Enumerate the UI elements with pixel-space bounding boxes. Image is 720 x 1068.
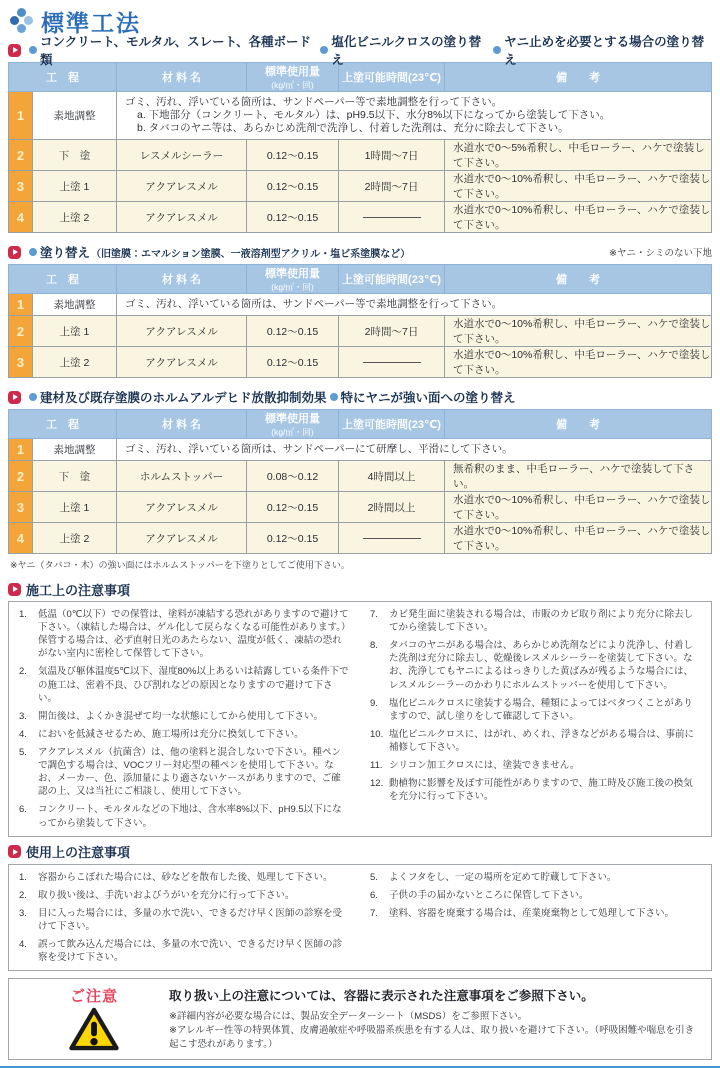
recoat-time-cell bbox=[339, 523, 445, 554]
process-cell: 上塗 1 bbox=[33, 171, 117, 202]
row-number: 1 bbox=[9, 294, 33, 316]
recoat-time-cell: 2時間以上 bbox=[339, 492, 445, 523]
table-footnote: ※ヤニ（タバコ・木）の強い面にはホルムストッパーを下塗りとしてご使用下さい。 bbox=[10, 560, 350, 570]
col-recoat: 上塗可能時間(23℃) bbox=[339, 63, 445, 92]
play-icon bbox=[8, 246, 21, 259]
row-number: 2 bbox=[9, 316, 33, 347]
material-cell: アクアレスメル bbox=[117, 171, 247, 202]
note-number: 12. bbox=[370, 778, 384, 790]
note-item bbox=[19, 665, 350, 704]
note-text: シリコン加工クロスには、塗装できません。 bbox=[389, 760, 580, 772]
play-icon bbox=[8, 44, 21, 57]
section-title-part: 建材及び既存塗膜のホルムアルデヒド放散抑制効果 bbox=[40, 391, 327, 405]
material-cell: アクアレスメル bbox=[117, 347, 247, 378]
process-cell: 上塗 1 bbox=[33, 316, 117, 347]
dash-line bbox=[363, 362, 421, 363]
note-text: 子供の手の届かないところに保管して下さい。 bbox=[389, 889, 589, 901]
usage-cell: 0.12～0.15 bbox=[247, 492, 339, 523]
material-cell: アクアレスメル bbox=[117, 492, 247, 523]
process-cell: 上塗 2 bbox=[33, 202, 117, 233]
row-number: 4 bbox=[9, 202, 33, 233]
notes-right-column bbox=[370, 608, 701, 830]
section-side-note: ※ヤニ・シミのない下地 bbox=[609, 248, 712, 259]
notes-left-column bbox=[19, 871, 350, 965]
note-item bbox=[370, 639, 701, 691]
dash-line bbox=[363, 217, 421, 218]
col-usage: 標準使用量 (kg/㎡・回) bbox=[247, 410, 339, 439]
usage-cell: 0.12～0.15 bbox=[247, 202, 339, 233]
usage-cell: 0.12～0.15 bbox=[247, 523, 339, 554]
col-usage: 標準使用量 (kg/㎡・回) bbox=[247, 265, 339, 294]
caution-left bbox=[19, 985, 169, 1051]
bottom-rule bbox=[0, 1066, 720, 1068]
material-cell: アクアレスメル bbox=[117, 316, 247, 347]
note-text: カビ発生面に塗装される場合は、市販のカビ取り剤により充分に除去してから塗装して下さい。 bbox=[389, 609, 694, 634]
note-item bbox=[19, 608, 350, 660]
note-item bbox=[19, 803, 350, 829]
note-item bbox=[19, 728, 350, 741]
caution-main-text: 取り扱い上の注意については、容器に表示された注意事項をご参照下さい。 bbox=[169, 989, 594, 1004]
note-text: 動植物に影響を及ぼす可能性がありますので、施工時及び施工後の換気を充分に行って下さい。 bbox=[389, 778, 693, 803]
table-row bbox=[9, 461, 712, 492]
caution-note: ※詳細内容が必要な場合には、製品安全データーシート（MSDS）をご参照下さい。 bbox=[169, 1011, 528, 1023]
table-row bbox=[9, 171, 712, 202]
caution-box bbox=[8, 978, 712, 1059]
section-title-part: ヤニ止めを必要とする場合の塗り替え bbox=[504, 35, 705, 67]
note-number: 6. bbox=[19, 804, 27, 816]
usage-cell: 0.12～0.15 bbox=[247, 347, 339, 378]
note-item bbox=[370, 759, 701, 772]
section-header-1 bbox=[8, 35, 712, 67]
note-number: 4. bbox=[19, 728, 27, 740]
bullet-icon bbox=[493, 46, 501, 54]
row-number: 1 bbox=[9, 92, 33, 140]
section-title-part: 特にヤニが強い面への塗り替え bbox=[340, 391, 516, 405]
table-row bbox=[9, 523, 712, 554]
section-title-part: 塩化ビニルクロスの塗り替え bbox=[331, 35, 482, 67]
col-remarks: 備 考 bbox=[445, 265, 712, 294]
section-title-main: 塗り替え bbox=[40, 246, 91, 260]
process-cell: 下 塗 bbox=[33, 461, 117, 492]
row-number: 2 bbox=[9, 461, 33, 492]
note-number: 5. bbox=[370, 871, 378, 883]
process-cell: 素地調整 bbox=[33, 294, 117, 316]
row-number: 2 bbox=[9, 140, 33, 171]
note-text: においを低減させるため、施工場所は充分に換気して下さい。 bbox=[38, 728, 304, 740]
table-header bbox=[9, 265, 712, 294]
col-usage: 標準使用量 (kg/㎡・回) bbox=[247, 63, 339, 92]
note-item bbox=[370, 777, 701, 803]
section-title-part: コンクリート、モルタル、スレート、各種ボード類 bbox=[40, 35, 312, 67]
caution-note: ※アレルギー性等の特異体質、皮膚過敏症や呼吸器系疾患を有する人は、取り扱いを避けて下さい。（呼吸困難や喘息を引き起こす恐れがあります。） bbox=[169, 1025, 695, 1050]
instruction-line: ゴミ、汚れ、浮いている箇所は、サンドペーパー等で素地調整を行って下さい。 bbox=[125, 96, 503, 108]
usage-cell: 0.12～0.15 bbox=[247, 316, 339, 347]
section-header-2 bbox=[8, 244, 712, 260]
remarks-cell: 水道水で0～10%希釈し、中毛ローラー、ハケで塗装して下さい。 bbox=[445, 492, 712, 523]
play-icon bbox=[8, 845, 21, 858]
table-row bbox=[9, 202, 712, 233]
note-text: 塗料、容器を廃棄する場合は、産業廃棄物として処理して下さい。 bbox=[389, 907, 675, 919]
recoat-time-cell: 1時間～7日 bbox=[339, 140, 445, 171]
construction-notes-header bbox=[8, 581, 712, 597]
note-text: コンクリート、モルタルなどの下地は、含水率8%以下、pH9.5以下になってから塗装して下さい。 bbox=[38, 804, 342, 829]
note-text: よくフタをし、一定の場所を定めて貯蔵して下さい。 bbox=[389, 871, 617, 883]
note-number: 3. bbox=[19, 907, 27, 919]
note-number: 7. bbox=[370, 907, 378, 919]
note-item bbox=[19, 938, 350, 964]
remarks-cell: 水道水で0～10%希釈し、中毛ローラー、ハケで塗装して下さい。 bbox=[445, 171, 712, 202]
table-row bbox=[9, 294, 712, 316]
instruction-line: ゴミ、汚れ、浮いている箇所は、サンドペーパーにて研摩し、平滑にして下さい。 bbox=[125, 443, 513, 455]
row-number: 1 bbox=[9, 439, 33, 461]
table-row bbox=[9, 492, 712, 523]
remarks-cell: 水道水で0～10%希釈し、中毛ローラー、ハケで塗装して下さい。 bbox=[445, 523, 712, 554]
note-item bbox=[19, 871, 350, 884]
process-cell: 上塗 2 bbox=[33, 523, 117, 554]
note-item bbox=[370, 608, 701, 634]
material-cell: レスメルシーラー bbox=[117, 140, 247, 171]
note-text: 低温（0℃以下）での保管は、塗料が凍結する恐れがありますので避けて下さい。（凍結した場合は、ゲル化して戻らなくなる可能性があります。）保管する場合は、必ず直射日光のあたらない、温度が低く、凍結の恐れがない室内に密栓して保管して下さい。 bbox=[38, 609, 349, 660]
recoat-time-cell bbox=[339, 202, 445, 233]
recoat-time-cell bbox=[339, 347, 445, 378]
note-text: 塩化ビニルクロスに塗装する場合、種類によってはベタつくことがありますので、試し塗りをして確認して下さい。 bbox=[389, 697, 693, 722]
warning-triangle-icon bbox=[69, 1007, 119, 1051]
note-number: 1. bbox=[19, 871, 27, 883]
page-title: 標準工法 bbox=[41, 9, 141, 36]
table-row bbox=[9, 439, 712, 461]
process-cell: 素地調整 bbox=[33, 92, 117, 140]
dash-line bbox=[363, 538, 421, 539]
caution-right bbox=[169, 985, 701, 1051]
remarks-cell: 無希釈のまま、中毛ローラー、ハケで塗装して下さい。 bbox=[445, 461, 712, 492]
bullet-icon bbox=[29, 248, 37, 256]
col-process: 工 程 bbox=[9, 63, 117, 92]
bullet-icon bbox=[330, 393, 338, 401]
note-text: 目に入った場合には、多量の水で洗い、できるだけ早く医師の診察を受けて下さい。 bbox=[38, 907, 343, 932]
note-item bbox=[370, 907, 701, 920]
usage-cell: 0.08～0.12 bbox=[247, 461, 339, 492]
col-remarks: 備 考 bbox=[445, 410, 712, 439]
usage-cell: 0.12～0.15 bbox=[247, 140, 339, 171]
note-item bbox=[370, 871, 701, 884]
col-recoat: 上塗可能時間(23℃) bbox=[339, 410, 445, 439]
usage-notes-title: 使用上の注意事項 bbox=[26, 845, 131, 861]
section-title-sub: （旧塗膜：エマルション塗膜、一液溶剤型アクリル・塩ビ系塗膜など） bbox=[91, 248, 411, 260]
note-number: 9. bbox=[370, 697, 378, 709]
process-table-2 bbox=[8, 264, 712, 378]
process-cell: 上塗 2 bbox=[33, 347, 117, 378]
note-text: 誤って飲み込んだ場合には、多量の水で洗い、できるだけ早く医師の診察を受けて下さい。 bbox=[38, 939, 343, 964]
recoat-time-cell: 2時間～7日 bbox=[339, 316, 445, 347]
usage-notes-header bbox=[8, 844, 712, 860]
note-number: 8. bbox=[370, 640, 378, 652]
usage-cell: 0.12～0.15 bbox=[247, 171, 339, 202]
table-row bbox=[9, 92, 712, 140]
construction-notes-box bbox=[8, 601, 712, 837]
instruction-line: b. タバコのヤニ等は、あらかじめ洗剤で洗浄し、付着した洗剤は、充分に除去して下さい。 bbox=[137, 122, 569, 134]
note-number: 3. bbox=[19, 710, 27, 722]
process-table-3 bbox=[8, 409, 712, 554]
usage-notes-box bbox=[8, 864, 712, 972]
note-text: タバコのヤニがある場合は、あらかじめ洗剤などにより洗浄し、付着した洗剤は充分に除去し、乾燥後レスメルシーラーを塗装して下さい。なお、洗浄してもヤニによるはっきりした黄ばみが残るような場合には、レスメルシーラーのかわりにホルムストッパーを使用して下さい。 bbox=[389, 640, 694, 691]
note-item bbox=[19, 746, 350, 798]
note-number: 4. bbox=[19, 939, 27, 951]
note-text: アクアレスメル（抗菌含）は、他の塗料と混合しないで下さい。種ペンで調色する場合は、VOCフリー対応型の種ペンを使用して下さい。なお、メーカー、色、添加量により適さないケースがありますので、ご確認の上、又は当社にご相談し、使用して下さい。 bbox=[38, 746, 342, 798]
note-item bbox=[370, 697, 701, 723]
section-header-3 bbox=[8, 389, 712, 405]
col-material: 材 料 名 bbox=[117, 63, 247, 92]
note-item bbox=[19, 889, 350, 902]
remarks-cell: 水道水で0～10%希釈し、中毛ローラー、ハケで塗装して下さい。 bbox=[445, 202, 712, 233]
note-item bbox=[370, 728, 701, 754]
note-number: 10. bbox=[370, 728, 384, 740]
material-cell: ホルムストッパー bbox=[117, 461, 247, 492]
clover-logo-icon bbox=[10, 8, 34, 34]
col-material: 材 料 名 bbox=[117, 265, 247, 294]
instruction-line: ゴミ、汚れ、浮いている箇所は、サンドペーパー等で素地調整を行って下さい。 bbox=[125, 298, 503, 310]
play-icon bbox=[8, 391, 21, 404]
bullet-icon bbox=[29, 393, 37, 401]
note-number: 6. bbox=[370, 889, 378, 901]
remarks-cell: 水道水で0～5%希釈し、中毛ローラー、ハケで塗装して下さい。 bbox=[445, 140, 712, 171]
process-table-1 bbox=[8, 62, 712, 233]
recoat-time-cell: 4時間以上 bbox=[339, 461, 445, 492]
note-text: 容器からこぼれた場合には、砂などを散布した後、処理して下さい。 bbox=[38, 871, 333, 883]
process-cell: 素地調整 bbox=[33, 439, 117, 461]
note-number: 1. bbox=[19, 609, 27, 620]
row-number: 4 bbox=[9, 523, 33, 554]
table-row bbox=[9, 347, 712, 378]
notes-left-column bbox=[19, 608, 350, 830]
row-number: 3 bbox=[9, 347, 33, 378]
table-header bbox=[9, 410, 712, 439]
col-process: 工 程 bbox=[9, 265, 117, 294]
col-remarks: 備 考 bbox=[445, 63, 712, 92]
bullet-icon bbox=[320, 46, 328, 54]
note-item bbox=[19, 907, 350, 933]
col-process: 工 程 bbox=[9, 410, 117, 439]
notes-right-column bbox=[370, 871, 701, 965]
process-cell: 上塗 1 bbox=[33, 492, 117, 523]
surface-prep-instructions bbox=[117, 439, 712, 461]
material-cell: アクアレスメル bbox=[117, 202, 247, 233]
process-cell: 下 塗 bbox=[33, 140, 117, 171]
note-number: 2. bbox=[19, 666, 27, 678]
note-item bbox=[19, 710, 350, 723]
surface-prep-instructions bbox=[117, 92, 712, 140]
col-material: 材 料 名 bbox=[117, 410, 247, 439]
note-number: 2. bbox=[19, 889, 27, 901]
note-number: 5. bbox=[19, 746, 27, 758]
table-row bbox=[9, 316, 712, 347]
note-item bbox=[370, 889, 701, 902]
note-text: 開缶後は、よくかき混ぜて均一な状態にしてから使用して下さい。 bbox=[38, 710, 324, 722]
table-row bbox=[9, 140, 712, 171]
surface-prep-instructions bbox=[117, 294, 712, 316]
note-text: 気温及び躯体温度5℃以下、湿度80%以上あるいは結露している条件下での施工は、密着不良、ひび割れなどの原因となりますので避けて下さい。 bbox=[38, 666, 349, 704]
bullet-icon bbox=[29, 46, 37, 54]
material-cell: アクアレスメル bbox=[117, 523, 247, 554]
recoat-time-cell: 2時間～7日 bbox=[339, 171, 445, 202]
col-recoat: 上塗可能時間(23℃) bbox=[339, 265, 445, 294]
note-text: 塩化ビニルクロスに、はがれ、めくれ、浮きなどがある場合は、事前に補修して下さい。 bbox=[389, 728, 694, 753]
row-number: 3 bbox=[9, 171, 33, 202]
remarks-cell: 水道水で0～10%希釈し、中毛ローラー、ハケで塗装して下さい。 bbox=[445, 316, 712, 347]
play-icon bbox=[8, 583, 21, 596]
remarks-cell: 水道水で0～10%希釈し、中毛ローラー、ハケで塗装して下さい。 bbox=[445, 347, 712, 378]
note-number: 11. bbox=[370, 760, 383, 772]
construction-notes-title: 施工上の注意事項 bbox=[26, 582, 131, 598]
caution-label: ご注意 bbox=[69, 988, 118, 1006]
note-text: 取り扱い後は、手洗いおよびうがいを充分に行って下さい。 bbox=[38, 889, 295, 901]
instruction-line: a. 下地部分（コンクリート、モルタル）は、pH9.5以下、水分8%以下になってから塗装して下さい。 bbox=[137, 109, 611, 121]
note-number: 7. bbox=[370, 609, 378, 620]
row-number: 3 bbox=[9, 492, 33, 523]
